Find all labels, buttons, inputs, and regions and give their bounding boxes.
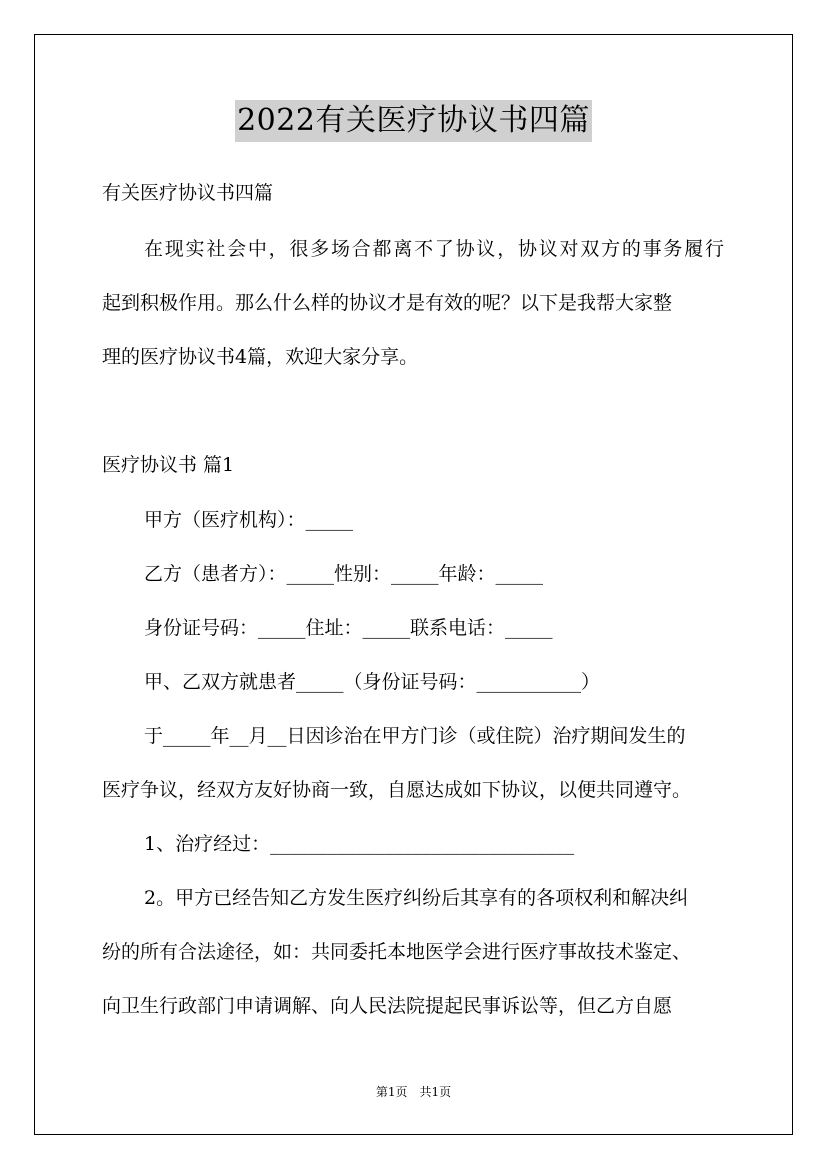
intro-line-3: 理的医疗协议书4篇，欢迎大家分享。 (102, 346, 419, 368)
party-b-field: 乙方（患者方）：_____性别：_____年龄：_____ (144, 563, 544, 585)
title-container (0, 100, 827, 142)
intro-line-1: 在现实社会中，很多场合都离不了协议，协议对双方的事务履行 (144, 238, 724, 260)
patient-field: 甲、乙双方就患者_____（身份证号码：___________） (144, 671, 601, 693)
date-paragraph-line-2: 医疗争议，经双方友好协商一致，自愿达成如下协议，以便共同遵守。 (102, 779, 692, 801)
party-a-field: 甲方（医疗机构）：_____ (144, 509, 354, 531)
item2-line-1: 2。甲方已经告知乙方发生医疗纠纷后其享有的各项权利和解决纠 (144, 887, 689, 909)
treatment-item: 1、治疗经过：________________________________ (144, 833, 575, 855)
page-footer: 第1页 共1页 (375, 1085, 452, 1099)
section-heading: 医疗协议书 篇1 (102, 454, 235, 476)
item2-line-3: 向卫生行政部门申请调解、向人民法院提起民事诉讼等，但乙方自愿 (102, 995, 673, 1017)
date-paragraph-line-1: 于_____年__月__日因诊治在甲方门诊（或住院）治疗期间发生的 (144, 725, 686, 747)
intro-line-2: 起到积极作用。那么什么样的协议才是有效的呢？以下是我帮大家整 (102, 292, 673, 314)
id-address-phone-field: 身份证号码：_____住址：_____联系电话：_____ (144, 617, 553, 639)
document-title: 2022有关医疗协议书四篇 (235, 100, 592, 142)
subtitle: 有关医疗协议书四篇 (102, 182, 274, 204)
item2-line-2: 纷的所有合法途径，如：共同委托本地医学会进行医疗事故技术鉴定、 (102, 941, 692, 963)
